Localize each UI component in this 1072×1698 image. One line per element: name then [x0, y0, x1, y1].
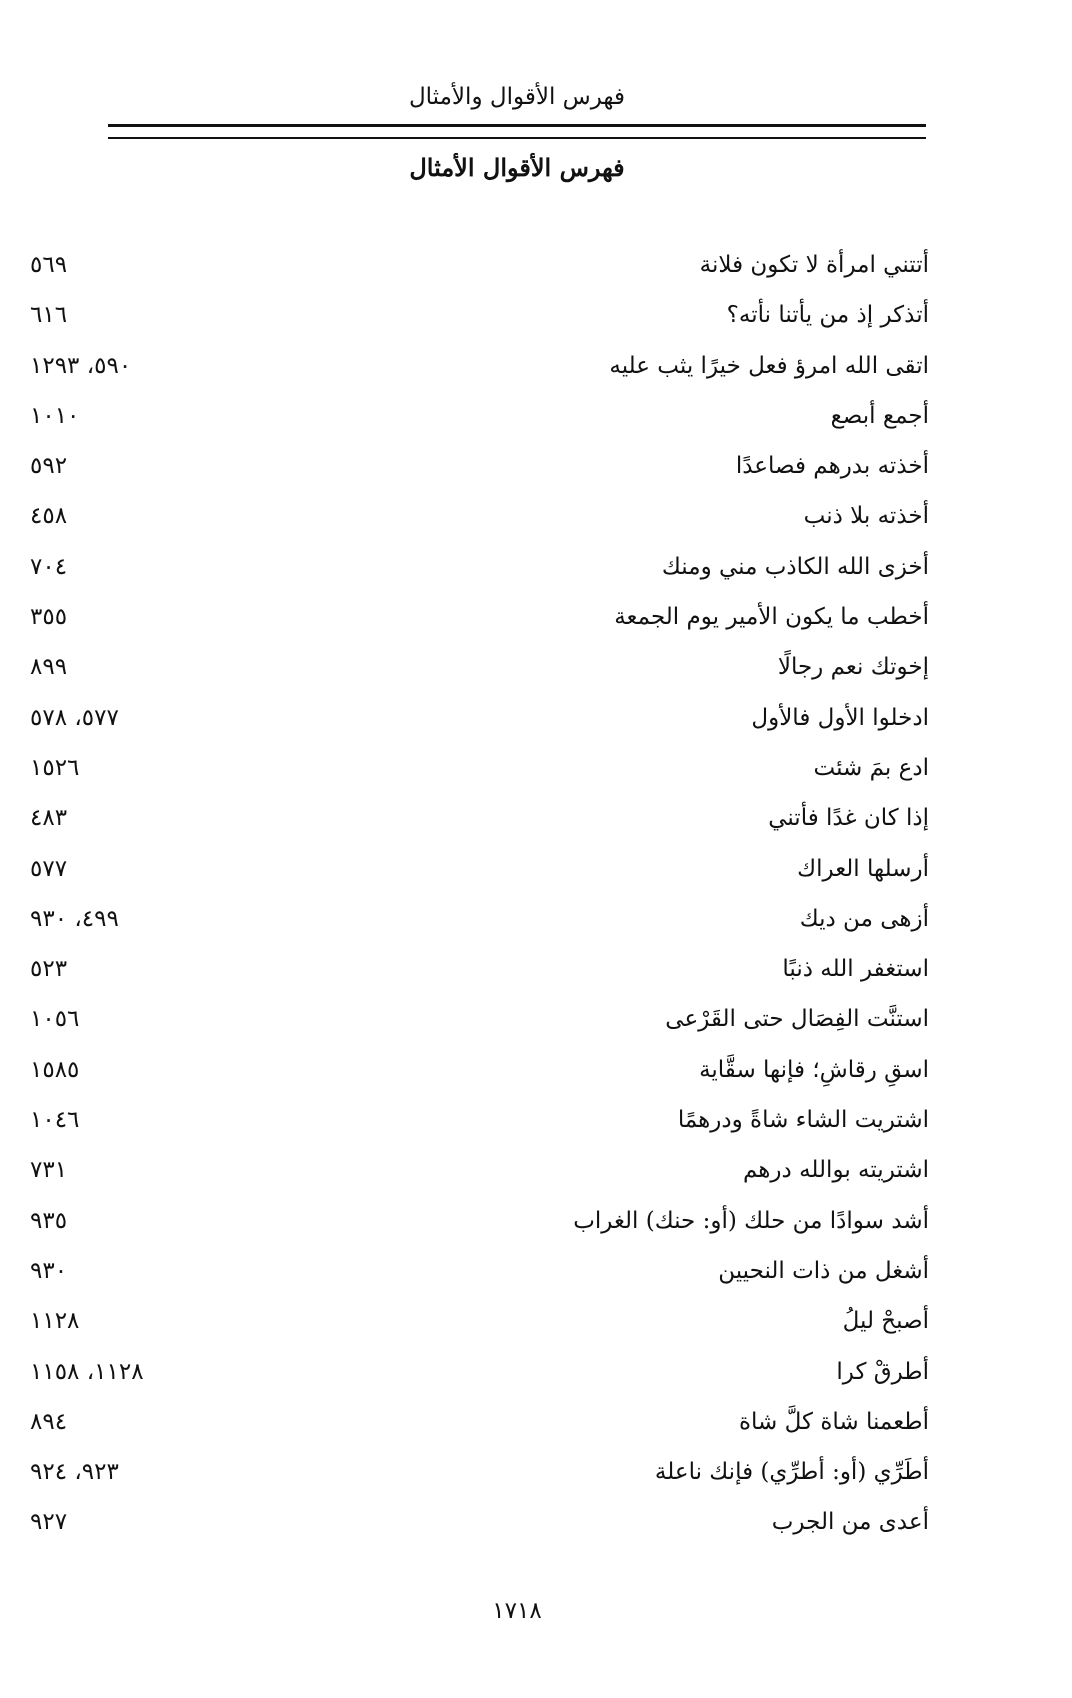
index-entry — [0, 1103, 1072, 1153]
entry-page-refs: ١٥٢٦ — [30, 754, 80, 781]
entry-saying: أرسلها العراك — [797, 855, 929, 882]
entry-page-refs: ٨٩٩ — [30, 654, 68, 681]
index-entry — [0, 1405, 1072, 1455]
index-entry — [0, 349, 1072, 399]
index-entry — [0, 801, 1072, 851]
index-entry — [0, 751, 1072, 801]
entry-saying: أزهى من ديك — [799, 905, 929, 932]
entry-page-refs: ٣٥٥ — [30, 604, 68, 631]
entry-page-refs: ٥٦٩ — [30, 252, 68, 278]
index-entry — [0, 600, 1072, 650]
entry-saying: أخطب ما يكون الأمير يوم الجمعة — [614, 604, 929, 631]
index-entry — [0, 1505, 1072, 1555]
entry-saying: أطرقْ كرا — [836, 1358, 929, 1385]
entry-saying: أطعمنا شاة كلَّ شاة — [739, 1408, 929, 1435]
index-entry — [0, 1304, 1072, 1354]
index-entry — [0, 499, 1072, 549]
entry-saying: اسقِ رقاشِ؛ فإنها سقَّاية — [699, 1056, 929, 1083]
entry-page-refs: ٥٧٧، ٥٧٨ — [30, 704, 119, 731]
entry-saying: أتذكر إذ من يأتنا نأته؟ — [726, 302, 929, 329]
entry-saying: ادع بمَ شئت — [813, 754, 929, 781]
section-title: فهرس الأقوال الأمثال — [409, 153, 625, 182]
entry-saying: أصبحْ ليلُ — [842, 1308, 929, 1335]
entry-page-refs: ١٠١٠ — [30, 402, 80, 429]
entry-page-refs: ٩٢٣، ٩٢٤ — [30, 1459, 119, 1486]
entry-page-refs: ٥٢٣ — [30, 956, 68, 983]
index-entry — [0, 298, 1072, 348]
index-entry — [0, 248, 1072, 298]
index-entry — [0, 701, 1072, 751]
entry-page-refs: ٤٨٣ — [30, 805, 68, 832]
entry-saying: أخزى الله الكاذب مني ومنك — [661, 553, 929, 580]
entry-saying: أطَرِّي (أو: أطرِّي) فإنك ناعلة — [654, 1459, 929, 1486]
entry-saying: إذا كان غدًا فأتني — [768, 805, 929, 832]
entry-page-refs: ١٠٤٦ — [30, 1107, 80, 1134]
entry-page-refs: ٧٣١ — [30, 1157, 68, 1184]
index-entry — [0, 902, 1072, 952]
index-entry — [0, 952, 1072, 1002]
header-rule-thin — [108, 137, 926, 139]
entry-page-refs: ٥٩٠، ١٢٩٣ — [30, 352, 132, 379]
index-entry — [0, 1002, 1072, 1052]
index-entry — [0, 1053, 1072, 1103]
entry-page-refs: ٩٢٧ — [30, 1509, 68, 1536]
index-entry — [0, 650, 1072, 700]
index-entry — [0, 1455, 1072, 1505]
entry-saying: أخذته بدرهم فصاعدًا — [735, 453, 929, 480]
header-rule-thick — [108, 124, 926, 127]
entry-page-refs: ٥٩٢ — [30, 453, 68, 480]
index-entry — [0, 1254, 1072, 1304]
entry-saying: اتقى الله امرؤ فعل خيرًا يثب عليه — [609, 352, 929, 379]
page-number: ١٧١٨ — [492, 1598, 542, 1624]
entry-saying: اشتريت الشاء شاةً ودرهمًا — [677, 1107, 929, 1134]
entry-page-refs: ٨٩٤ — [30, 1408, 68, 1435]
entry-page-refs: ١١٢٨ — [30, 1308, 80, 1335]
index-entry — [0, 449, 1072, 499]
index-entry — [0, 1153, 1072, 1203]
index-entry — [0, 550, 1072, 600]
entry-saying: أشد سوادًا من حلك (أو: حنك) الغراب — [573, 1207, 929, 1234]
index-entry — [0, 399, 1072, 449]
index-entries — [0, 248, 1072, 1556]
entry-saying: استغفر الله ذنبًا — [782, 956, 929, 983]
index-entry — [0, 1355, 1072, 1405]
entry-saying: إخوتك نعم رجالًا — [777, 654, 929, 681]
entry-saying: أشغل من ذات النحيين — [718, 1257, 929, 1284]
entry-page-refs: ٤٩٩، ٩٣٠ — [30, 905, 119, 932]
entry-page-refs: ٤٥٨ — [30, 503, 68, 530]
index-entry — [0, 1204, 1072, 1254]
entry-saying: أخذته بلا ذنب — [803, 503, 929, 530]
index-entry — [0, 852, 1072, 902]
entry-page-refs: ١٥٨٥ — [30, 1056, 80, 1083]
entry-page-refs: ٦١٦ — [30, 302, 68, 329]
entry-page-refs: ١٠٥٦ — [30, 1006, 80, 1033]
entry-saying: أتتني امرأة لا تكون فلانة — [699, 252, 929, 278]
entry-saying: استنَّت الفِصَال حتى القَرْعى — [665, 1006, 929, 1033]
entry-saying: اشتريته بوالله درهم — [743, 1157, 929, 1184]
entry-page-refs: ١١٢٨، ١١٥٨ — [30, 1358, 144, 1385]
entry-page-refs: ٥٧٧ — [30, 855, 68, 882]
entry-saying: ادخلوا الأول فالأول — [751, 704, 929, 731]
entry-saying: أعدى من الجرب — [771, 1509, 929, 1536]
running-head: فهرس الأقوال والأمثال — [408, 84, 626, 110]
entry-page-refs: ٩٣٥ — [30, 1207, 68, 1234]
entry-page-refs: ٧٠٤ — [30, 553, 68, 580]
entry-saying: أجمع أبصع — [830, 402, 929, 429]
entry-page-refs: ٩٣٠ — [30, 1257, 68, 1284]
